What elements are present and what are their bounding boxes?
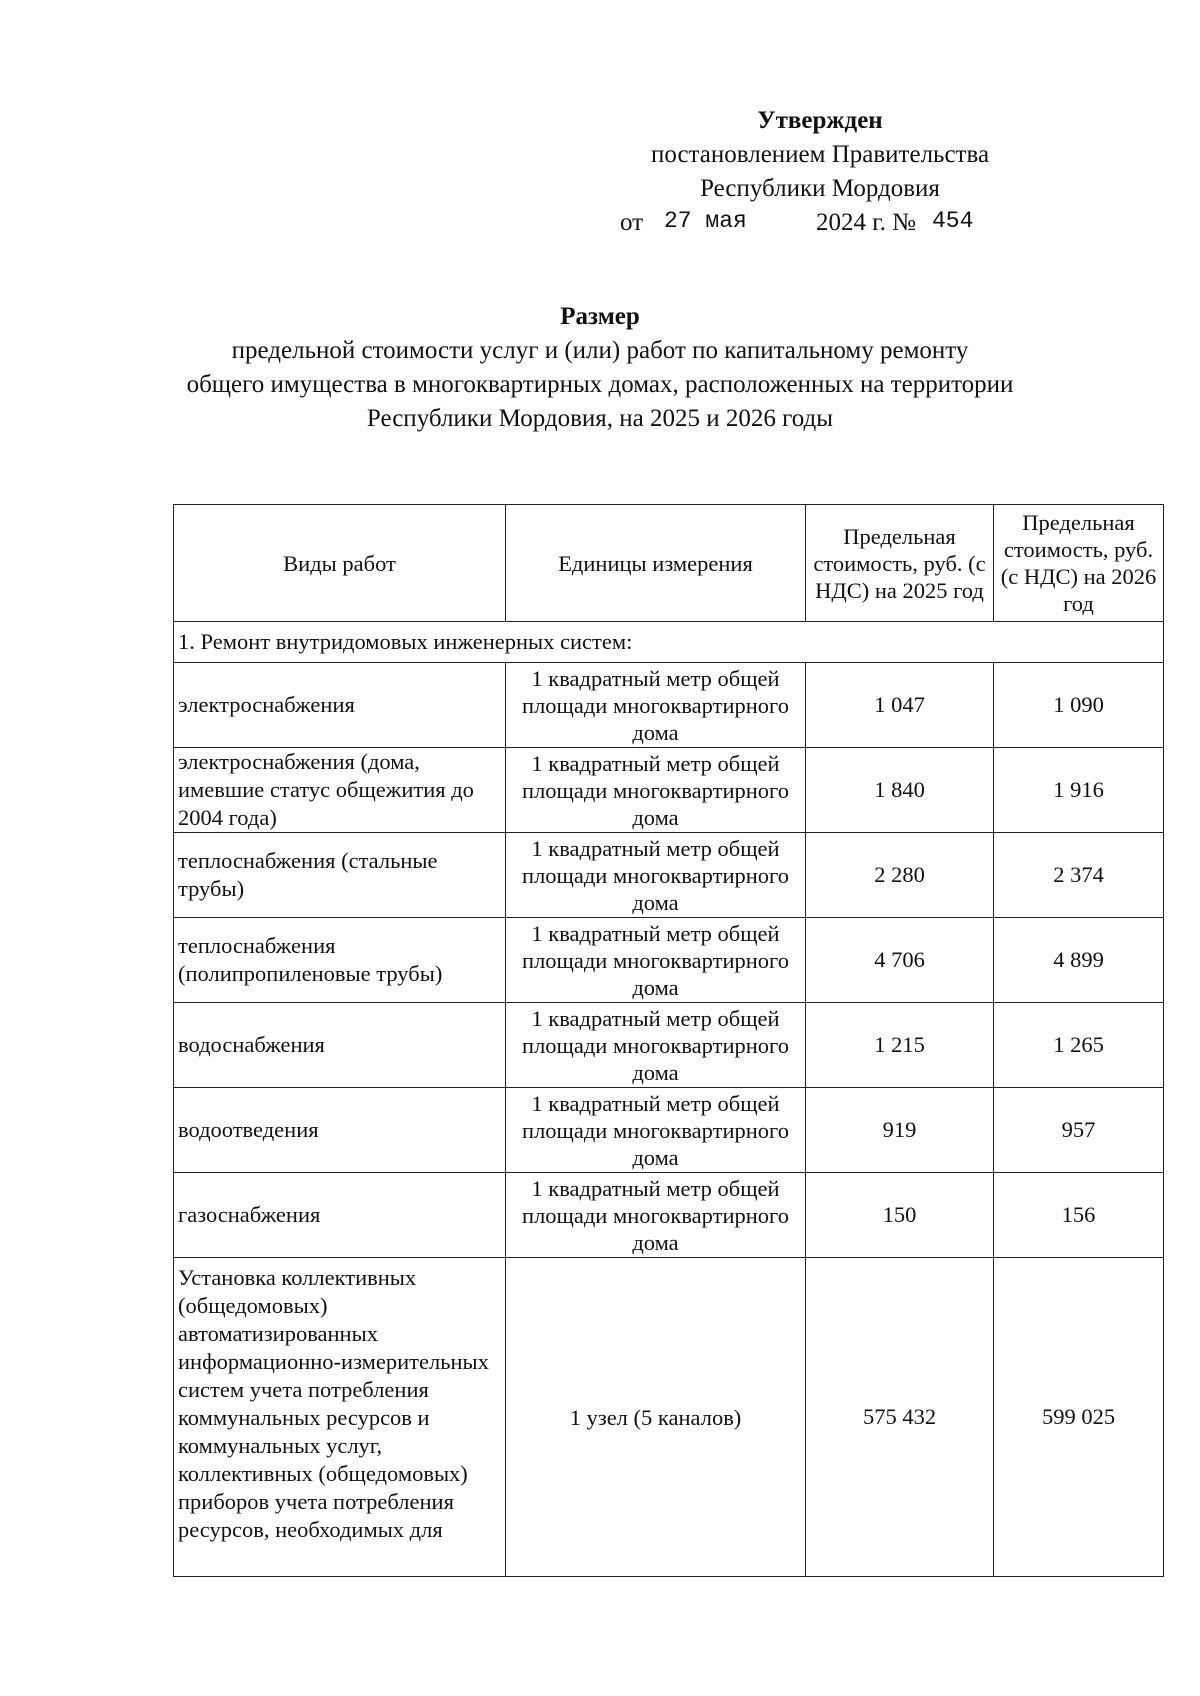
price-2026-cell: 957 (994, 1088, 1164, 1173)
approval-date-line (620, 206, 1020, 240)
table-header-row (174, 505, 1164, 622)
table-row (174, 663, 1164, 748)
unit-cell: 1 узел (5 каналов) (506, 1258, 806, 1577)
table-row (174, 1173, 1164, 1258)
title-heading: Размер (560, 303, 640, 330)
work-type-cell: электроснабжения (дома, имевшие статус общежития до 2004 года) (174, 748, 506, 833)
price-2025-cell: 150 (806, 1173, 994, 1258)
work-type-cell: водоотведения (174, 1088, 506, 1173)
table-row (174, 918, 1164, 1003)
title-line-2: общего имущества в многоквартирных домах, расположенных на территории (186, 371, 1014, 398)
work-type-cell: теплоснабжения (полипропиленовые трубы) (174, 918, 506, 1003)
work-type-cell: теплоснабжения (стальные трубы) (174, 833, 506, 918)
title-line-3: Республики Мордовия, на 2025 и 2026 годы (366, 405, 834, 432)
header-work-type: Виды работ (174, 505, 506, 622)
work-type-cell: газоснабжения (174, 1173, 506, 1258)
price-2026-cell: 1 916 (994, 748, 1164, 833)
price-2026-cell: 156 (994, 1173, 1164, 1258)
approval-decree-line: постановлением Правительства (650, 141, 990, 168)
header-unit: Единицы измерения (506, 505, 806, 622)
unit-cell: 1 квадратный метр общей площади многоквартирного дома (506, 1003, 806, 1088)
section-title: 1. Ремонт внутридомовых инженерных систем: (174, 622, 1164, 663)
document-title (140, 300, 1060, 436)
price-2026-cell: 4 899 (994, 918, 1164, 1003)
price-2025-cell: 1 840 (806, 748, 994, 833)
price-2025-cell: 919 (806, 1088, 994, 1173)
work-type-cell: водоснабжения (174, 1003, 506, 1088)
price-2025-cell: 1 215 (806, 1003, 994, 1088)
date-year: 2024 г. № (816, 209, 917, 236)
table-row (174, 1003, 1164, 1088)
document-number: 454 (932, 208, 974, 234)
table-row (174, 1258, 1164, 1577)
approval-heading: Утвержден (757, 107, 883, 134)
date-day-month: 27 мая (664, 208, 747, 234)
table-row (174, 748, 1164, 833)
price-2025-cell: 4 706 (806, 918, 994, 1003)
unit-cell: 1 квадратный метр общей площади многоквартирного дома (506, 918, 806, 1003)
price-2026-cell: 1 265 (994, 1003, 1164, 1088)
section-row (174, 622, 1164, 663)
unit-cell: 1 квадратный метр общей площади многоквартирного дома (506, 663, 806, 748)
table-row (174, 1088, 1164, 1173)
date-prefix: от (620, 209, 644, 236)
approval-republic-line: Республики Мордовия (700, 175, 940, 202)
approval-block (620, 104, 1020, 240)
price-2026-cell: 599 025 (994, 1258, 1164, 1577)
price-2025-cell: 575 432 (806, 1258, 994, 1577)
unit-cell: 1 квадратный метр общей площади многоквартирного дома (506, 1173, 806, 1258)
unit-cell: 1 квадратный метр общей площади многоквартирного дома (506, 1088, 806, 1173)
price-2025-cell: 1 047 (806, 663, 994, 748)
price-table (173, 504, 1164, 1577)
price-2026-cell: 1 090 (994, 663, 1164, 748)
title-line-1: предельной стоимости услуг и (или) работ по капитальному ремонту (231, 337, 969, 364)
unit-cell: 1 квадратный метр общей площади многоквартирного дома (506, 833, 806, 918)
unit-cell: 1 квадратный метр общей площади многоквартирного дома (506, 748, 806, 833)
table-row (174, 833, 1164, 918)
price-2026-cell: 2 374 (994, 833, 1164, 918)
price-2025-cell: 2 280 (806, 833, 994, 918)
header-price-2026: Предельная стоимость, руб. (с НДС) на 2026 год (994, 505, 1164, 622)
work-type-cell: электроснабжения (174, 663, 506, 748)
work-type-cell: Установка коллективных (общедомовых) автоматизированных информационно-измерительных систем учета потребления коммунальных ресурсов и коммунальных услуг, коллективных (общедомовых) приборов учета потребления ресурсов, необходимых для (174, 1258, 506, 1577)
header-price-2025: Предельная стоимость, руб. (с НДС) на 2025 год (806, 505, 994, 622)
